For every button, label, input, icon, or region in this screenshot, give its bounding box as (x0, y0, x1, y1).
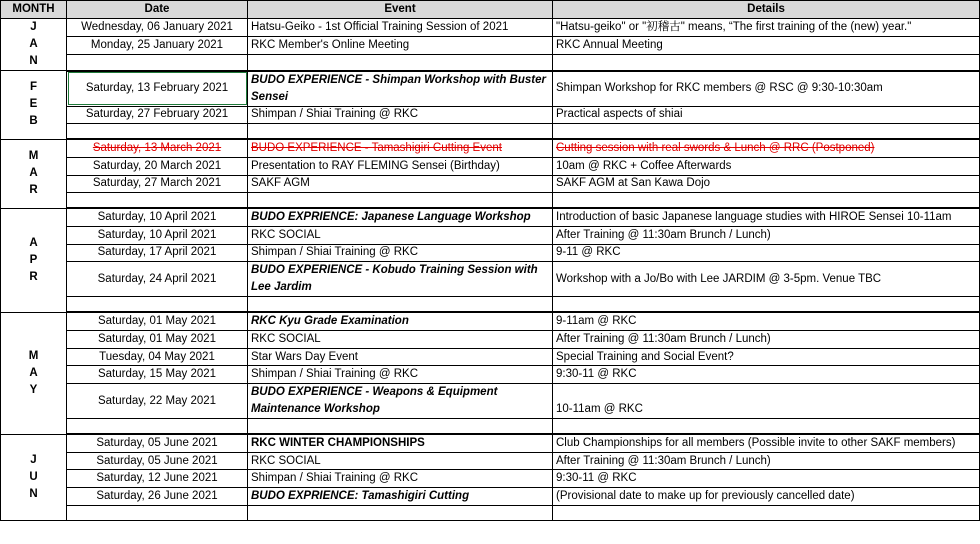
month-cell-apr[interactable] (1, 208, 67, 312)
empty-cell[interactable] (553, 124, 980, 140)
month-letter: F (29, 81, 38, 94)
empty-cell[interactable] (67, 124, 248, 140)
details-cell[interactable]: Shimpan Workshop for RKC members @ RSC @ 9:30-10:30am (553, 71, 980, 107)
date-cell[interactable]: Saturday, 22 May 2021 (67, 384, 248, 419)
table-row (1, 470, 980, 488)
details-cell[interactable]: Introduction of basic Japanese language studies with HIROE Sensei 10-11am (553, 208, 980, 226)
cancelled-text: Saturday, 13 March 2021 (92, 142, 222, 155)
month-letter: M (28, 349, 39, 362)
spacer-row (1, 124, 980, 140)
month-letter: B (29, 115, 38, 128)
date-cell-cancelled[interactable] (67, 139, 248, 157)
event-cell[interactable]: BUDO EXPERIENCE - Weapons & Equipment Maintenance Workshop (248, 384, 553, 419)
details-cell[interactable]: 9:30-11 @ RKC (553, 470, 980, 488)
date-cell[interactable]: Monday, 25 January 2021 (67, 37, 248, 55)
event-cell[interactable]: RKC SOCIAL (248, 452, 553, 470)
event-cell[interactable]: RKC Kyu Grade Examination (248, 312, 553, 330)
header-event[interactable]: Event (248, 1, 553, 19)
event-cell[interactable]: Shimpan / Shiai Training @ RKC (248, 106, 553, 124)
month-letter: A (29, 38, 38, 50)
details-cell[interactable]: 9-11 @ RKC (553, 244, 980, 262)
month-letter: J (30, 453, 37, 466)
table-row (1, 262, 980, 297)
details-cell[interactable]: "Hatsu-geiko" or "初稽古" means, “The first training of the (new) year." (553, 19, 980, 37)
date-cell[interactable]: Saturday, 26 June 2021 (67, 488, 248, 506)
table-row (1, 331, 980, 349)
date-cell-selected[interactable]: Saturday, 13 February 2021 (67, 71, 248, 107)
table-row (1, 139, 980, 157)
month-letter: M (28, 150, 39, 163)
table-row (1, 366, 980, 384)
spacer-row (1, 297, 980, 313)
date-cell[interactable]: Saturday, 01 May 2021 (67, 312, 248, 330)
date-cell[interactable]: Saturday, 10 April 2021 (67, 226, 248, 244)
date-cell[interactable]: Saturday, 17 April 2021 (67, 244, 248, 262)
details-cell[interactable]: 9-11am @ RKC (553, 312, 980, 330)
date-cell[interactable]: Saturday, 24 April 2021 (67, 262, 248, 297)
empty-cell[interactable] (553, 297, 980, 313)
empty-cell[interactable] (553, 193, 980, 209)
table-row (1, 175, 980, 193)
table-row (1, 244, 980, 262)
table-row (1, 452, 980, 470)
empty-cell[interactable] (553, 419, 980, 435)
month-letter: J (30, 21, 37, 33)
table-row (1, 488, 980, 506)
header-month[interactable]: MONTH (1, 1, 67, 19)
event-cell-cancelled[interactable] (248, 139, 553, 157)
event-cell[interactable]: Presentation to RAY FLEMING Sensei (Birthday) (248, 157, 553, 175)
cancelled-text: Cutting session with real swords & Lunch @ RRC (Postponed) (556, 142, 875, 155)
date-cell[interactable]: Saturday, 01 May 2021 (67, 331, 248, 349)
table-row (1, 71, 980, 107)
date-cell[interactable]: Saturday, 12 June 2021 (67, 470, 248, 488)
event-cell[interactable]: BUDO EXPRIENCE: Japanese Language Workshop (248, 208, 553, 226)
details-cell[interactable]: Club Championships for all members (Possible invite to other SAKF members) (553, 434, 980, 452)
event-cell[interactable]: Star Wars Day Event (248, 348, 553, 366)
month-letter: U (29, 470, 38, 483)
details-cell[interactable]: 10-11am @ RKC (553, 384, 980, 419)
event-cell[interactable]: RKC Member's Online Meeting (248, 37, 553, 55)
empty-cell[interactable] (553, 505, 980, 520)
month-cell-jun[interactable] (1, 434, 67, 520)
empty-cell[interactable] (67, 193, 248, 209)
empty-cell[interactable] (248, 297, 553, 313)
date-cell[interactable]: Saturday, 27 February 2021 (67, 106, 248, 124)
table-row (1, 226, 980, 244)
month-letter: A (29, 366, 38, 379)
details-cell[interactable]: After Training @ 11:30am Brunch / Lunch) (553, 452, 980, 470)
details-cell[interactable]: After Training @ 11:30am Brunch / Lunch) (553, 226, 980, 244)
date-cell[interactable]: Tuesday, 04 May 2021 (67, 348, 248, 366)
event-cell[interactable]: BUDO EXPERIENCE - Kobudo Training Session with Lee Jardim (248, 262, 553, 297)
month-cell-may[interactable] (1, 312, 67, 434)
spacer-row (1, 419, 980, 435)
header-details[interactable]: Details (553, 1, 980, 19)
empty-cell[interactable] (67, 55, 248, 71)
details-cell[interactable]: RKC Annual Meeting (553, 37, 980, 55)
event-cell[interactable]: BUDO EXPRIENCE: Tamashigiri Cutting (248, 488, 553, 506)
empty-cell[interactable] (248, 124, 553, 140)
empty-cell[interactable] (67, 297, 248, 313)
month-letter: A (29, 236, 38, 249)
event-cell[interactable]: RKC WINTER CHAMPIONSHIPS (248, 434, 553, 452)
date-cell[interactable]: Saturday, 15 May 2021 (67, 366, 248, 384)
date-cell[interactable]: Saturday, 20 March 2021 (67, 157, 248, 175)
date-cell[interactable]: Wednesday, 06 January 2021 (67, 19, 248, 37)
date-cell[interactable]: Saturday, 10 April 2021 (67, 208, 248, 226)
spacer-row (1, 193, 980, 209)
table-row (1, 37, 980, 55)
date-cell[interactable]: Saturday, 05 June 2021 (67, 434, 248, 452)
event-cell[interactable]: RKC SOCIAL (248, 226, 553, 244)
details-cell[interactable]: SAKF AGM at San Kawa Dojo (553, 175, 980, 193)
empty-cell[interactable] (248, 505, 553, 520)
empty-cell[interactable] (248, 193, 553, 209)
month-letter: P (29, 253, 38, 266)
month-letter: N (29, 55, 38, 67)
month-letter: R (29, 270, 38, 283)
details-cell[interactable]: 9:30-11 @ RKC (553, 366, 980, 384)
details-cell[interactable]: After Training @ 11:30am Brunch / Lunch) (553, 331, 980, 349)
event-cell[interactable]: Shimpan / Shiai Training @ RKC (248, 470, 553, 488)
header-date[interactable]: Date (67, 1, 248, 19)
spacer-row (1, 505, 980, 520)
details-cell-cancelled[interactable] (553, 139, 980, 157)
event-cell[interactable]: BUDO EXPERIENCE - Shimpan Workshop with Buster Sensei (248, 71, 553, 107)
details-cell[interactable]: (Provisional date to make up for previously cancelled date) (553, 488, 980, 506)
header-row (1, 1, 980, 19)
empty-cell[interactable] (67, 419, 248, 435)
table-row (1, 157, 980, 175)
table-row (1, 106, 980, 124)
details-cell[interactable]: Workshop with a Jo/Bo with Lee JARDIM @ 3-5pm. Venue TBC (553, 262, 980, 297)
empty-cell[interactable] (553, 55, 980, 71)
month-letter: R (29, 184, 38, 197)
details-cell[interactable]: 10am @ RKC + Coffee Afterwards (553, 157, 980, 175)
month-cell-feb[interactable] (1, 71, 67, 140)
spacer-row (1, 55, 980, 71)
table-row (1, 384, 980, 419)
event-cell[interactable]: Hatsu-Geiko - 1st Official Training Session of 2021 (248, 19, 553, 37)
event-cell[interactable]: Shimpan / Shiai Training @ RKC (248, 244, 553, 262)
event-cell[interactable]: RKC SOCIAL (248, 331, 553, 349)
table-row (1, 19, 980, 37)
details-cell[interactable]: Special Training and Social Event? (553, 348, 980, 366)
table-row (1, 208, 980, 226)
table-row (1, 348, 980, 366)
empty-cell[interactable] (67, 505, 248, 520)
table-row (1, 434, 980, 452)
empty-cell[interactable] (248, 55, 553, 71)
date-cell[interactable]: Saturday, 05 June 2021 (67, 452, 248, 470)
event-cell[interactable]: Shimpan / Shiai Training @ RKC (248, 366, 553, 384)
cancelled-text: BUDO EXPERIENCE - Tamashigiri Cutting Event (251, 142, 502, 155)
month-letter: A (29, 167, 38, 180)
month-cell-jan[interactable] (1, 19, 67, 71)
event-cell[interactable]: SAKF AGM (248, 175, 553, 193)
date-cell[interactable]: Saturday, 27 March 2021 (67, 175, 248, 193)
month-letter: N (29, 487, 38, 500)
month-letter: E (29, 98, 38, 111)
table-row (1, 312, 980, 330)
month-letter: Y (29, 383, 38, 396)
details-cell[interactable]: Practical aspects of shiai (553, 106, 980, 124)
empty-cell[interactable] (248, 419, 553, 435)
month-cell-mar[interactable] (1, 139, 67, 208)
